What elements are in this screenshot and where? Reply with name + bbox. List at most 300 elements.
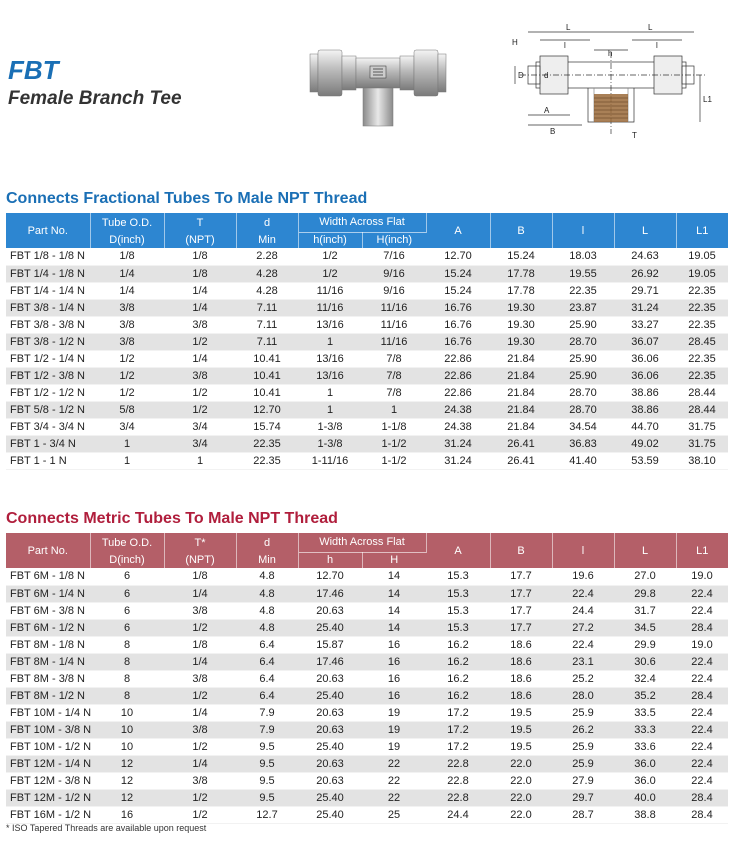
table-cell: 1/8: [164, 248, 236, 265]
table-cell: 1/4: [164, 350, 236, 367]
table-cell: 33.6: [614, 738, 676, 755]
header-d-unit: Min: [236, 232, 298, 248]
table-cell: 44.70: [614, 418, 676, 435]
table-cell: 22.4: [676, 585, 728, 602]
header-waf-H: H(inch): [362, 232, 426, 248]
table-cell: 22.8: [426, 755, 490, 772]
table-cell: 8: [90, 653, 164, 670]
table-cell: 25.90: [552, 316, 614, 333]
table-cell: 1/4: [164, 585, 236, 602]
table-cell: 15.87: [298, 636, 362, 653]
part-number-cell: FBT 1/4 - 1/8 N: [6, 265, 90, 282]
header-tube-od: Tube O.D.: [90, 533, 164, 552]
table-cell: 1-11/16: [298, 452, 362, 469]
table-cell: 7.11: [236, 299, 298, 316]
part-number-cell: FBT 5/8 - 1/2 N: [6, 401, 90, 418]
table-cell: 9.5: [236, 789, 298, 806]
table-cell: 19.05: [676, 248, 728, 265]
table-cell: 4.28: [236, 282, 298, 299]
table-cell: 36.06: [614, 350, 676, 367]
table-cell: 19.30: [490, 316, 552, 333]
table-cell: 34.5: [614, 619, 676, 636]
table-cell: 9/16: [362, 265, 426, 282]
table-cell: 25.90: [552, 350, 614, 367]
table-cell: 22.35: [236, 452, 298, 469]
table-cell: 28.70: [552, 401, 614, 418]
table-cell: 3/8: [90, 333, 164, 350]
part-number-cell: FBT 1 - 3/4 N: [6, 435, 90, 452]
part-number-cell: FBT 1/2 - 3/8 N: [6, 367, 90, 384]
label-H: H: [512, 38, 518, 47]
table-cell: 28.44: [676, 384, 728, 401]
metric-table-title: Connects Metric Tubes To Male NPT Thread: [6, 510, 338, 527]
table-cell: 6: [90, 619, 164, 636]
table-cell: 22.0: [490, 772, 552, 789]
table-cell: 22: [362, 755, 426, 772]
table-cell: 1: [164, 452, 236, 469]
table-cell: 1/8: [164, 568, 236, 585]
table-cell: 12: [90, 772, 164, 789]
table-cell: 9.5: [236, 738, 298, 755]
table-cell: 17.46: [298, 585, 362, 602]
table-cell: 22.86: [426, 350, 490, 367]
table-cell: 15.74: [236, 418, 298, 435]
table-cell: 16.2: [426, 670, 490, 687]
table-cell: 1/2: [164, 619, 236, 636]
table-cell: 13/16: [298, 350, 362, 367]
table-cell: 22.0: [490, 806, 552, 823]
table-cell: 4.8: [236, 585, 298, 602]
table-cell: 38.8: [614, 806, 676, 823]
table-cell: 25.9: [552, 755, 614, 772]
fractional-table-title: Connects Fractional Tubes To Male NPT Thread: [6, 190, 368, 207]
table-row: [6, 721, 728, 738]
table-cell: 28.70: [552, 384, 614, 401]
table-cell: 22.4: [676, 704, 728, 721]
table-cell: 21.84: [490, 418, 552, 435]
table-cell: 36.07: [614, 333, 676, 350]
table-cell: 23.87: [552, 299, 614, 316]
table-cell: 12.7: [236, 806, 298, 823]
table-cell: 1: [298, 401, 362, 418]
part-number-cell: FBT 6M - 1/8 N: [6, 568, 90, 585]
table-cell: 6.4: [236, 670, 298, 687]
table-cell: 12.70: [426, 248, 490, 265]
table-cell: 23.1: [552, 653, 614, 670]
table-cell: 3/8: [164, 670, 236, 687]
table-row: [6, 350, 728, 367]
table-cell: 19: [362, 704, 426, 721]
table-cell: 25.40: [298, 738, 362, 755]
table-cell: 21.84: [490, 367, 552, 384]
table-cell: 21.84: [490, 384, 552, 401]
table-cell: 16.2: [426, 687, 490, 704]
table-cell: 26.92: [614, 265, 676, 282]
table-cell: 7/8: [362, 350, 426, 367]
table-cell: 18.6: [490, 653, 552, 670]
table-cell: 11/16: [362, 316, 426, 333]
table-cell: 22.0: [490, 789, 552, 806]
table-cell: 7/16: [362, 248, 426, 265]
table-cell: 3/4: [164, 418, 236, 435]
table-cell: 22.35: [676, 316, 728, 333]
label-L-right: L: [648, 23, 653, 32]
table-cell: 38.10: [676, 452, 728, 469]
table-cell: 24.38: [426, 401, 490, 418]
table-cell: 15.24: [490, 248, 552, 265]
table-cell: 1-1/8: [362, 418, 426, 435]
table-cell: 22.35: [676, 367, 728, 384]
table-cell: 22: [362, 789, 426, 806]
table-cell: 7.11: [236, 333, 298, 350]
part-number-cell: FBT 6M - 1/4 N: [6, 585, 90, 602]
table-cell: 14: [362, 585, 426, 602]
table-cell: 26.41: [490, 452, 552, 469]
table-cell: 1-3/8: [298, 418, 362, 435]
table-cell: 3/8: [164, 602, 236, 619]
table-cell: 49.02: [614, 435, 676, 452]
table-cell: 7/8: [362, 384, 426, 401]
table-row: [6, 806, 728, 823]
table-cell: 16: [362, 670, 426, 687]
table-cell: 14: [362, 602, 426, 619]
part-number-cell: FBT 1/2 - 1/4 N: [6, 350, 90, 367]
label-T: T: [632, 131, 637, 140]
table-cell: 1/4: [164, 299, 236, 316]
table-cell: 33.5: [614, 704, 676, 721]
table-cell: 22.4: [552, 585, 614, 602]
part-number-cell: FBT 8M - 3/8 N: [6, 670, 90, 687]
table-cell: 1: [362, 401, 426, 418]
table-cell: 3/4: [164, 435, 236, 452]
table-row: [6, 670, 728, 687]
table-cell: 19.55: [552, 265, 614, 282]
metric-table-body: [6, 568, 728, 823]
table-cell: 19: [362, 721, 426, 738]
table-cell: 7.9: [236, 721, 298, 738]
table-cell: 16.76: [426, 299, 490, 316]
table-cell: 33.3: [614, 721, 676, 738]
table-cell: 11/16: [298, 299, 362, 316]
table-cell: 16.76: [426, 333, 490, 350]
table-row: [6, 401, 728, 418]
table-cell: 4.28: [236, 265, 298, 282]
table-cell: 20.63: [298, 755, 362, 772]
part-number-cell: FBT 10M - 3/8 N: [6, 721, 90, 738]
table-cell: 6.4: [236, 653, 298, 670]
header-t-unit: (NPT): [164, 552, 236, 568]
table-cell: 10.41: [236, 367, 298, 384]
table-cell: 10: [90, 704, 164, 721]
table-cell: 22.35: [552, 282, 614, 299]
table-cell: 25.9: [552, 704, 614, 721]
table-cell: 1/2: [164, 806, 236, 823]
table-cell: 31.75: [676, 418, 728, 435]
table-cell: 36.0: [614, 772, 676, 789]
table-row: [6, 789, 728, 806]
table-cell: 1-1/2: [362, 452, 426, 469]
table-cell: 19.0: [676, 636, 728, 653]
table-cell: 28.70: [552, 333, 614, 350]
header-a: A: [426, 533, 490, 568]
table-row: [6, 299, 728, 316]
table-cell: 1/2: [164, 384, 236, 401]
table-cell: 8: [90, 636, 164, 653]
table-cell: 11/16: [298, 282, 362, 299]
table-cell: 16: [362, 636, 426, 653]
header-d-unit: Min: [236, 552, 298, 568]
header-waf-h: h(inch): [298, 232, 362, 248]
table-cell: 19.0: [676, 568, 728, 585]
table-cell: 12: [90, 789, 164, 806]
table-cell: 22: [362, 772, 426, 789]
table-cell: 9/16: [362, 282, 426, 299]
table-cell: 22.35: [676, 350, 728, 367]
table-cell: 20.63: [298, 772, 362, 789]
table-row: [6, 585, 728, 602]
label-B: B: [550, 127, 556, 136]
table-cell: 12.70: [298, 568, 362, 585]
table-cell: 1/2: [298, 248, 362, 265]
table-row: [6, 619, 728, 636]
table-cell: 28.44: [676, 401, 728, 418]
table-cell: 19.6: [552, 568, 614, 585]
table-row: [6, 316, 728, 333]
table-cell: 6.4: [236, 687, 298, 704]
table-cell: 17.78: [490, 282, 552, 299]
table-cell: 10: [90, 721, 164, 738]
table-cell: 1/2: [298, 265, 362, 282]
header-width-across-flat: Width Across Flat: [298, 533, 426, 552]
header-d: d: [236, 213, 298, 232]
table-cell: 17.7: [490, 585, 552, 602]
part-number-cell: FBT 12M - 1/2 N: [6, 789, 90, 806]
table-cell: 3/8: [90, 299, 164, 316]
table-cell: 3/4: [90, 418, 164, 435]
table-cell: 28.4: [676, 687, 728, 704]
table-row: [6, 602, 728, 619]
header-width-across-flat: Width Across Flat: [298, 213, 426, 232]
table-cell: 25.9: [552, 738, 614, 755]
header-part-no: Part No.: [6, 533, 90, 568]
table-cell: 33.27: [614, 316, 676, 333]
header-tube-od: Tube O.D.: [90, 213, 164, 232]
part-number-cell: FBT 8M - 1/8 N: [6, 636, 90, 653]
part-number-cell: FBT 1/8 - 1/8 N: [6, 248, 90, 265]
part-number-cell: FBT 1/4 - 1/4 N: [6, 282, 90, 299]
part-number-cell: FBT 3/8 - 3/8 N: [6, 316, 90, 333]
part-number-cell: FBT 6M - 1/2 N: [6, 619, 90, 636]
part-number-cell: FBT 3/4 - 3/4 N: [6, 418, 90, 435]
table-cell: 35.2: [614, 687, 676, 704]
table-cell: 15.3: [426, 602, 490, 619]
table-cell: 1-3/8: [298, 435, 362, 452]
table-cell: 31.24: [426, 435, 490, 452]
table-row: [6, 687, 728, 704]
fractional-table-body: [6, 248, 728, 469]
table-cell: 16.2: [426, 653, 490, 670]
part-number-cell: FBT 6M - 3/8 N: [6, 602, 90, 619]
table-cell: 25.40: [298, 619, 362, 636]
table-cell: 11/16: [362, 333, 426, 350]
table-cell: 28.4: [676, 806, 728, 823]
table-cell: 22.4: [676, 755, 728, 772]
table-cell: 22.4: [676, 721, 728, 738]
table-cell: 5/8: [90, 401, 164, 418]
table-cell: 22.4: [676, 772, 728, 789]
table-cell: 17.2: [426, 704, 490, 721]
table-cell: 13/16: [298, 367, 362, 384]
table-cell: 6: [90, 585, 164, 602]
part-number-cell: FBT 1 - 1 N: [6, 452, 90, 469]
table-cell: 22.35: [676, 282, 728, 299]
header-tube-od-unit: D(inch): [90, 552, 164, 568]
label-A: A: [544, 106, 550, 115]
fractional-spec-table: [6, 213, 728, 470]
table-row: [6, 367, 728, 384]
table-cell: 7/8: [362, 367, 426, 384]
table-cell: 31.7: [614, 602, 676, 619]
table-cell: 25.40: [298, 789, 362, 806]
table-cell: 17.2: [426, 738, 490, 755]
table-cell: 1: [298, 333, 362, 350]
table-cell: 6: [90, 568, 164, 585]
table-cell: 22.4: [676, 738, 728, 755]
table-cell: 16: [362, 687, 426, 704]
table-cell: 2.28: [236, 248, 298, 265]
table-cell: 28.4: [676, 619, 728, 636]
product-name: Female Branch Tee: [8, 88, 182, 109]
table-row: [6, 636, 728, 653]
part-number-cell: FBT 1/2 - 1/2 N: [6, 384, 90, 401]
table-cell: 3/8: [164, 721, 236, 738]
table-cell: 6: [90, 602, 164, 619]
table-cell: 26.41: [490, 435, 552, 452]
table-cell: 30.6: [614, 653, 676, 670]
table-cell: 19.30: [490, 333, 552, 350]
table-cell: 27.0: [614, 568, 676, 585]
table-cell: 13/16: [298, 316, 362, 333]
table-cell: 16.2: [426, 636, 490, 653]
table-row: [6, 568, 728, 585]
table-cell: 18.6: [490, 636, 552, 653]
table-cell: 18.6: [490, 687, 552, 704]
table-cell: 12.70: [236, 401, 298, 418]
table-cell: 36.0: [614, 755, 676, 772]
table-cell: 22.35: [676, 299, 728, 316]
table-cell: 9.5: [236, 755, 298, 772]
table-row: [6, 772, 728, 789]
header-waf-h: h: [298, 552, 362, 568]
label-l-right: l: [656, 41, 658, 50]
table-cell: 31.24: [614, 299, 676, 316]
table-cell: 20.63: [298, 602, 362, 619]
part-number-cell: FBT 12M - 1/4 N: [6, 755, 90, 772]
table-cell: 12: [90, 755, 164, 772]
table-cell: 1/2: [164, 401, 236, 418]
table-cell: 1: [90, 435, 164, 452]
table-cell: 25.40: [298, 687, 362, 704]
table-cell: 29.9: [614, 636, 676, 653]
table-cell: 3/8: [90, 316, 164, 333]
table-cell: 41.40: [552, 452, 614, 469]
table-row: [6, 704, 728, 721]
table-row: [6, 282, 728, 299]
table-cell: 1/8: [164, 636, 236, 653]
header-d: d: [236, 533, 298, 552]
table-cell: 25.2: [552, 670, 614, 687]
table-cell: 1-1/2: [362, 435, 426, 452]
table-cell: 17.2: [426, 721, 490, 738]
table-cell: 1: [90, 452, 164, 469]
table-cell: 29.7: [552, 789, 614, 806]
header-part-no: Part No.: [6, 213, 90, 248]
table-cell: 28.4: [676, 789, 728, 806]
table-cell: 1/4: [164, 755, 236, 772]
table-cell: 25.90: [552, 367, 614, 384]
table-cell: 15.3: [426, 568, 490, 585]
table-row: [6, 755, 728, 772]
label-D: D: [518, 71, 524, 80]
table-cell: 1/2: [164, 789, 236, 806]
header-b: B: [490, 533, 552, 568]
table-cell: 1/4: [90, 265, 164, 282]
table-cell: 28.7: [552, 806, 614, 823]
table-cell: 32.4: [614, 670, 676, 687]
table-cell: 21.84: [490, 350, 552, 367]
table-cell: 40.0: [614, 789, 676, 806]
table-cell: 17.46: [298, 653, 362, 670]
metric-spec-table: [6, 533, 728, 824]
table-cell: 17.7: [490, 619, 552, 636]
table-cell: 15.24: [426, 265, 490, 282]
table-cell: 15.24: [426, 282, 490, 299]
table-cell: 34.54: [552, 418, 614, 435]
table-row: [6, 738, 728, 755]
header-t: T*: [164, 533, 236, 552]
table-cell: 1/4: [164, 282, 236, 299]
table-cell: 22.8: [426, 772, 490, 789]
table-cell: 21.84: [490, 401, 552, 418]
table-cell: 19.5: [490, 738, 552, 755]
table-cell: 16: [362, 653, 426, 670]
part-number-cell: FBT 8M - 1/4 N: [6, 653, 90, 670]
label-h: h: [608, 49, 613, 58]
table-cell: 8: [90, 687, 164, 704]
table-cell: 1/8: [90, 248, 164, 265]
table-cell: 3/8: [164, 316, 236, 333]
table-cell: 22.35: [236, 435, 298, 452]
table-cell: 18.03: [552, 248, 614, 265]
footnote: * ISO Tapered Threads are available upon request: [6, 823, 207, 833]
header-a: A: [426, 213, 490, 248]
table-cell: 28.45: [676, 333, 728, 350]
table-cell: 1/2: [90, 350, 164, 367]
table-cell: 4.8: [236, 568, 298, 585]
table-cell: 8: [90, 670, 164, 687]
part-number-cell: FBT 3/8 - 1/2 N: [6, 333, 90, 350]
table-cell: 19.5: [490, 704, 552, 721]
table-cell: 25.40: [298, 806, 362, 823]
table-cell: 27.9: [552, 772, 614, 789]
part-number-cell: FBT 10M - 1/2 N: [6, 738, 90, 755]
label-l-left: l: [564, 41, 566, 50]
label-L1: L1: [703, 95, 712, 104]
table-cell: 20.63: [298, 670, 362, 687]
table-row: [6, 653, 728, 670]
table-cell: 18.6: [490, 670, 552, 687]
table-cell: 17.7: [490, 602, 552, 619]
